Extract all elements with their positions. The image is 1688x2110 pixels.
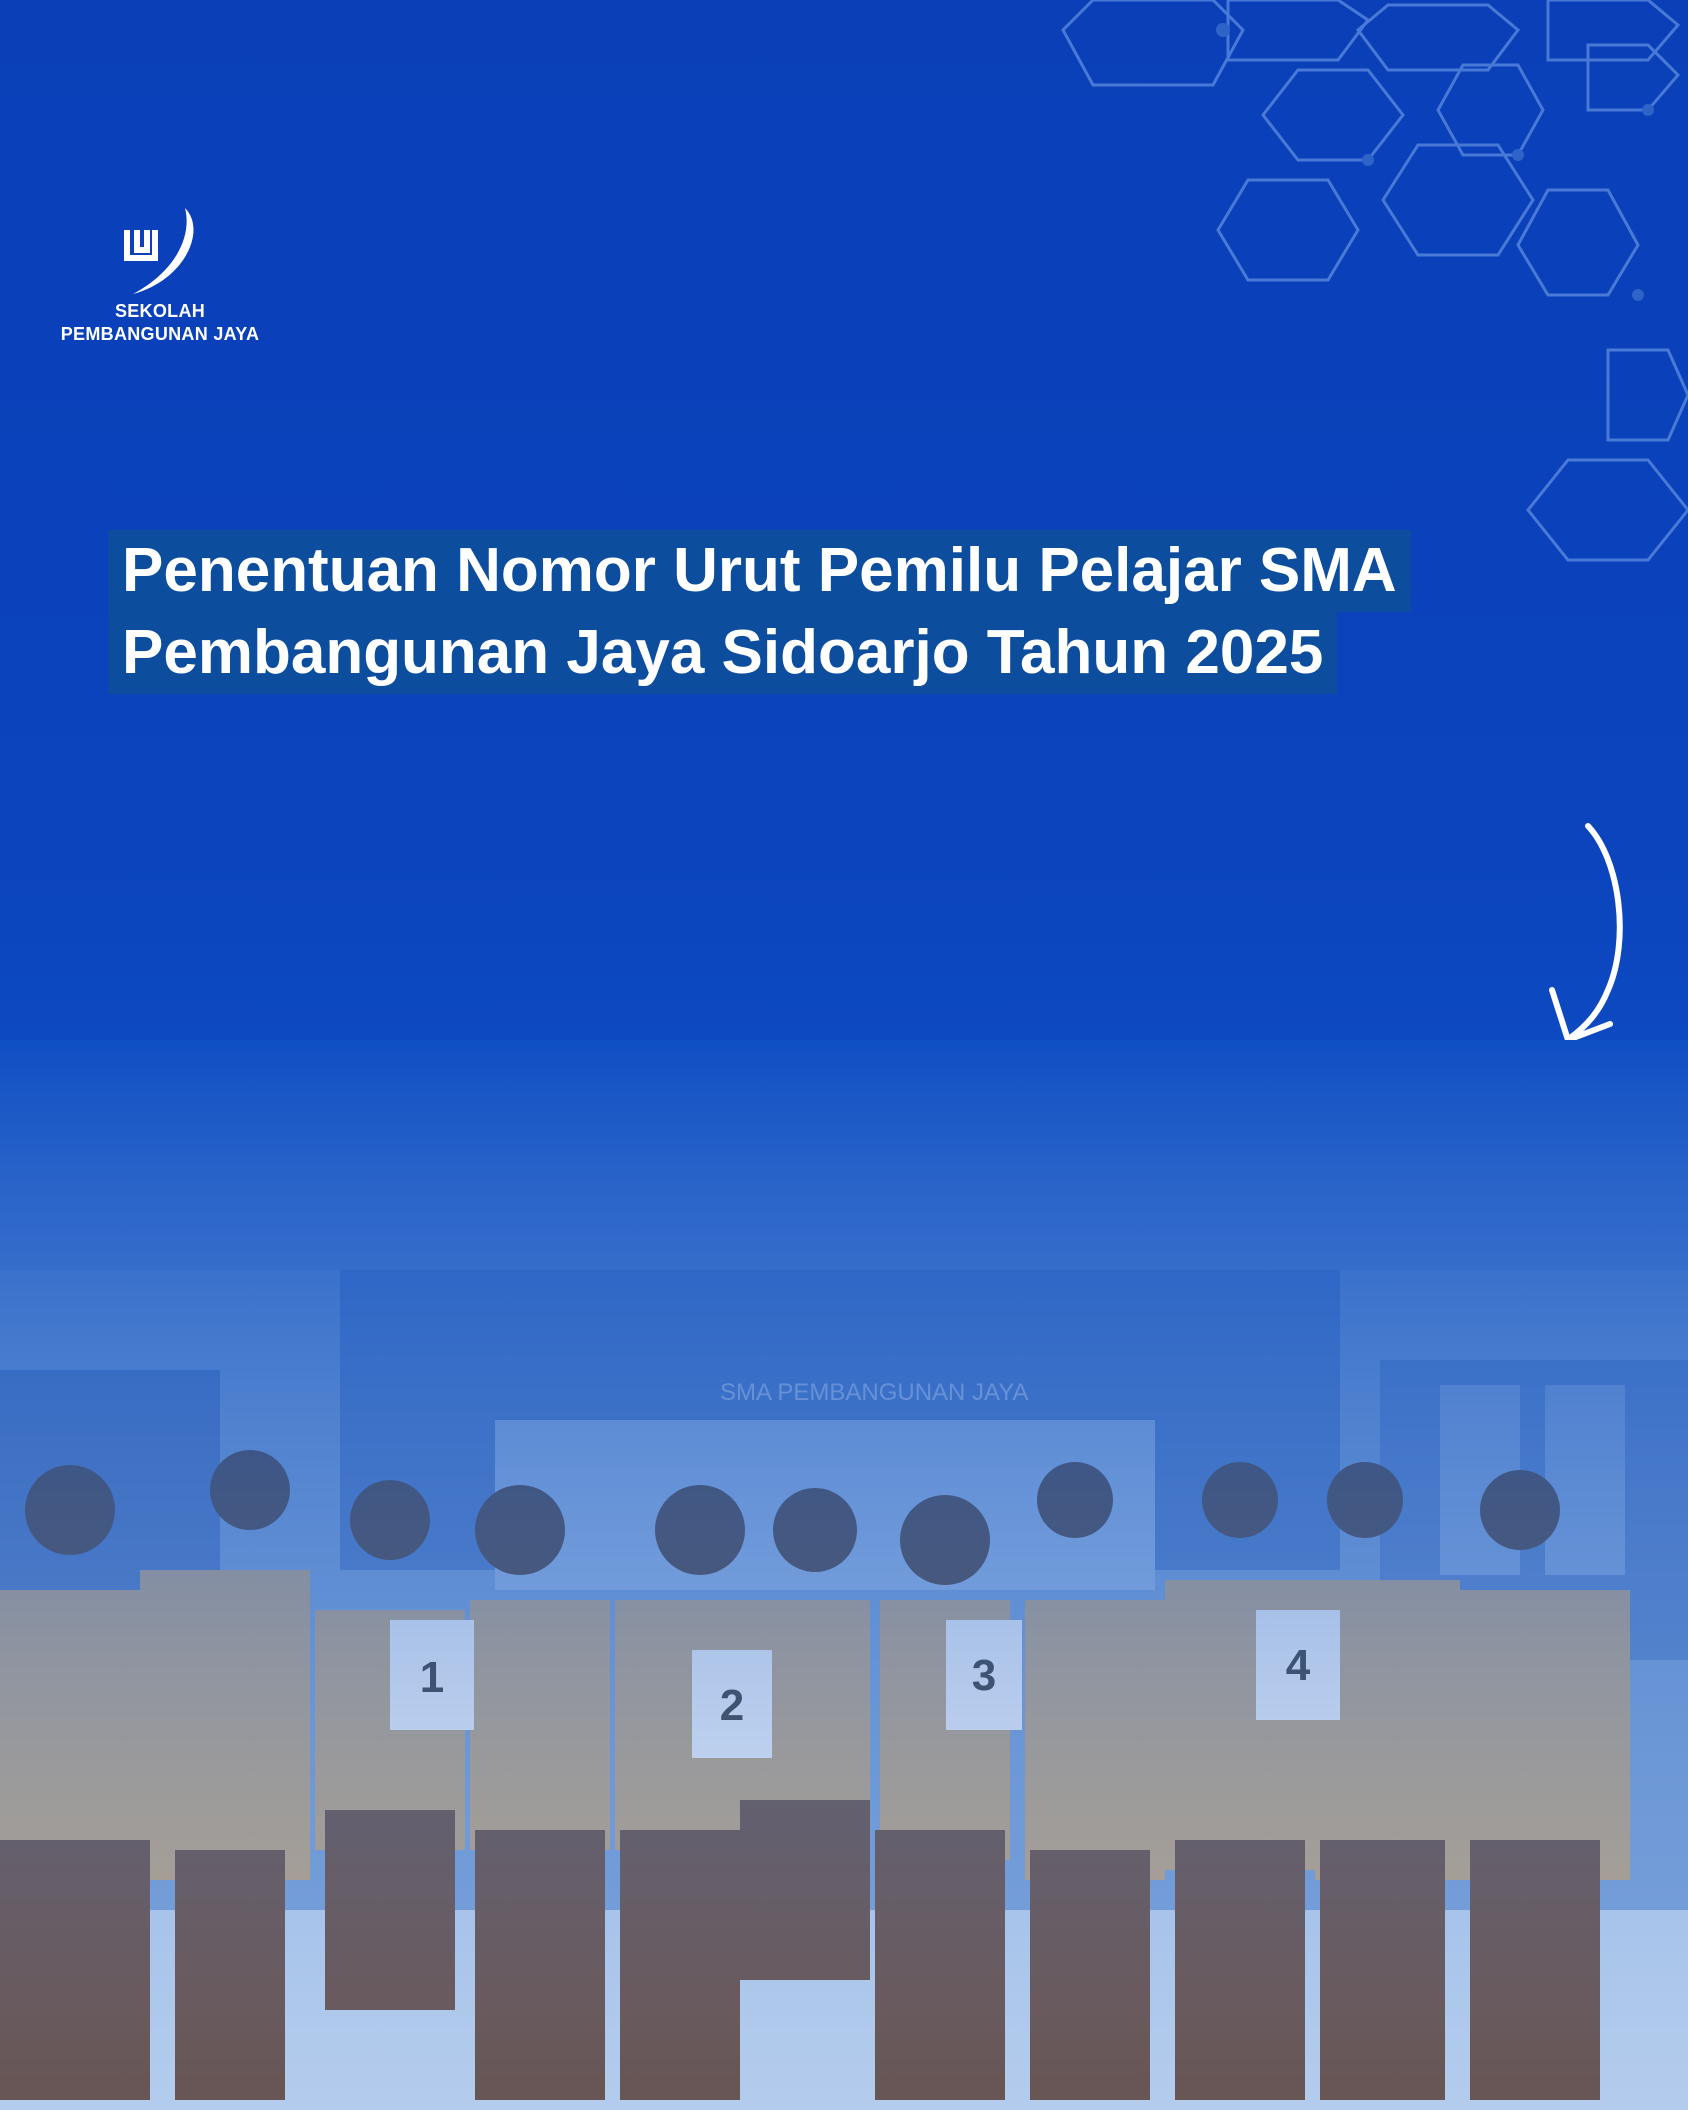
school-logo [40, 200, 280, 346]
logo-text-sekolah: SEKOLAH [114, 301, 206, 321]
page-title [108, 530, 1411, 694]
group-photo [0, 1040, 1688, 2110]
school-logo-icon [115, 200, 205, 300]
curved-arrow-down-icon [1540, 820, 1660, 1050]
title-line-2: Pembangunan Jaya Sidoarjo Tahun 2025 [108, 612, 1337, 694]
logo-text-name: PEMBANGUNAN JAYA [60, 324, 260, 344]
title-line-1: Penentuan Nomor Urut Pemilu Pelajar SMA [108, 530, 1411, 612]
